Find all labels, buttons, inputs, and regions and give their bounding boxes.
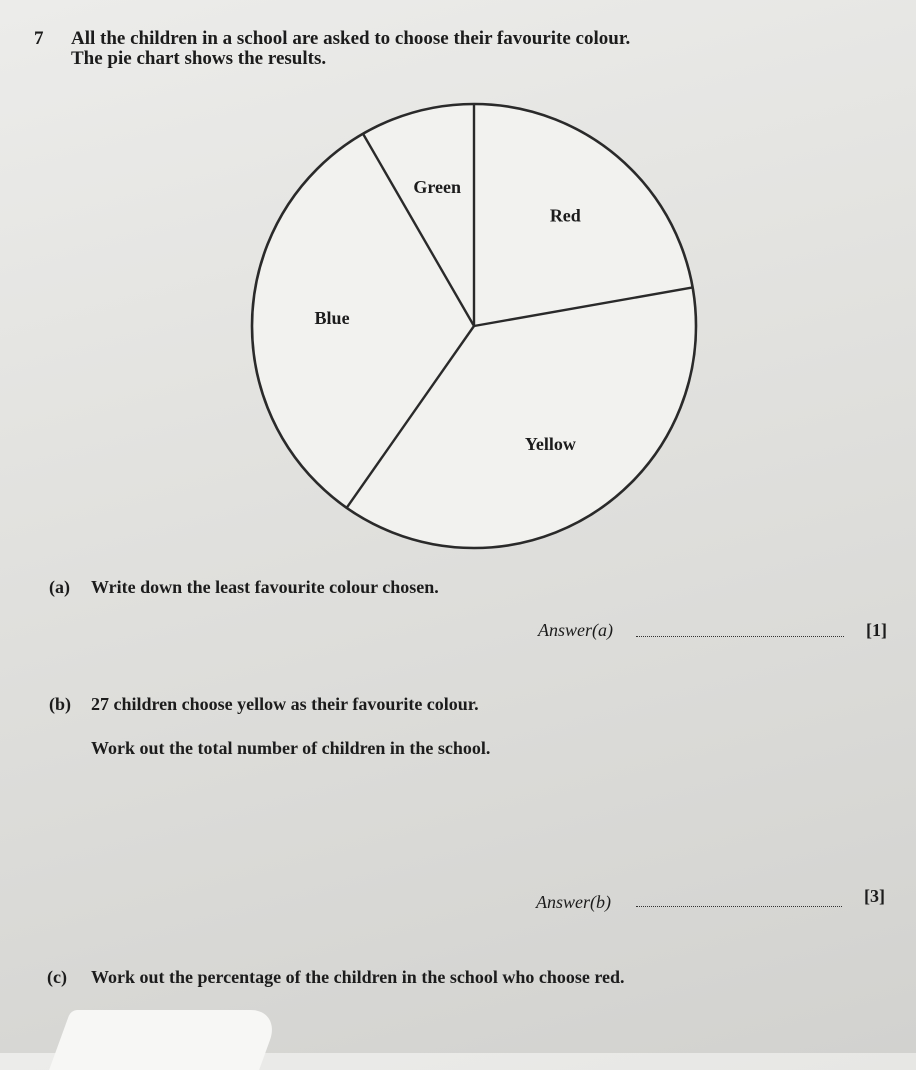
question-stem-line-2: The pie chart shows the results. <box>71 48 327 69</box>
part-b-text-2: Work out the total number of children in the school. <box>91 738 491 758</box>
part-c-label: (c) <box>47 967 67 987</box>
part-b-marks: [3] <box>864 886 885 906</box>
answer-b-line[interactable] <box>636 906 842 907</box>
pie-label-red: Red <box>549 205 581 226</box>
pie-label-yellow: Yellow <box>524 433 576 454</box>
part-a-marks: [1] <box>866 620 887 640</box>
pie-label-green: Green <box>413 176 462 197</box>
part-b-label: (b) <box>49 694 71 714</box>
part-a-text: Write down the least favourite colour chosen. <box>91 577 439 597</box>
part-b-text-1: 27 children choose yellow as their favourite colour. <box>91 694 479 714</box>
answer-a-line[interactable] <box>636 636 844 637</box>
part-c-text: Work out the percentage of the children in the school who choose red. <box>91 967 625 987</box>
light-glare <box>49 1010 281 1070</box>
answer-b-label: Answer(b) <box>536 892 611 912</box>
answer-a-label: Answer(a) <box>538 620 613 640</box>
part-a-label: (a) <box>49 577 70 597</box>
question-stem-line-1: All the children in a school are asked to choose their favourite colour. <box>71 28 631 49</box>
pie-label-blue: Blue <box>314 307 350 328</box>
question-number: 7 <box>34 28 44 49</box>
